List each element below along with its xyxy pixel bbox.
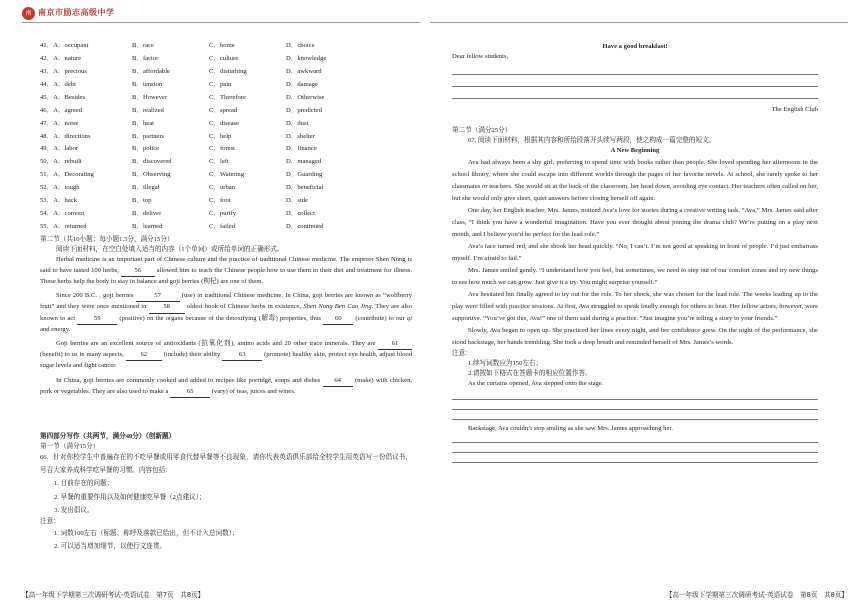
- paragraph: Goji berries are an excellent source of antioxidants (抗氧化剂), amino acids and 20 other trace minerals. They are 61 (benefit) to us in many aspects, 62 (include) their ability 63 (promote) healthy skin, protect eye health, adjust blood sugar levels and fight cancer.: [40, 339, 413, 370]
- answer-line[interactable]: [452, 462, 818, 463]
- story-paragraph: One day, her English teacher, Mrs. James, noticed Ava’s love for stories during a creative writing task. “Ava,” Mrs. James said after class, “I think you have a wonderful imagination. Have you ever thought about joining the drama club? We’re putting on a play next month, and I believe you’d be perfect for the lead role.”: [452, 206, 818, 238]
- option-a[interactable]: 47．A．noise: [40, 119, 79, 127]
- blank-65[interactable]: 65: [170, 387, 210, 398]
- option-b[interactable]: B．heat: [132, 119, 154, 127]
- part-4-writing: [40, 432, 412, 554]
- story-paragraph: Ava had always been a shy girl, preferring to spend time with books rather than people. She loved spending her afternoons in the school library, where she could escape into different worlds through the pages of her favorite novels. At school, she rarely spoke to her classmates or teachers. She would sit at the back of the classroom, her head down, avoiding eye contact. Her teachers often called on her, but she would only give short, quiet answers before closing herself off again.: [452, 158, 818, 202]
- option-c[interactable]: C．left: [209, 158, 229, 166]
- section-heading: 第二节（共10小题；每小题1.5分，满分15分）: [40, 236, 174, 243]
- answer-line[interactable]: [452, 98, 818, 99]
- blank-63[interactable]: 63: [222, 350, 262, 361]
- option-d[interactable]: D．shelter: [286, 132, 315, 140]
- option-b[interactable]: B．tension: [132, 81, 163, 88]
- option-d[interactable]: D．Otherwise: [286, 93, 325, 101]
- option-b[interactable]: B．deliver: [132, 209, 162, 217]
- option-a[interactable]: 53．A．back: [40, 197, 77, 205]
- question-row: [40, 143, 400, 156]
- question-row: [40, 79, 400, 92]
- option-d[interactable]: D．predicted: [286, 106, 322, 114]
- paragraph: Herbal medicine is an important part of Chinese culture and the practice of traditional Chinese medicine. The emperor Shen Nong is said to have tasted 100 herbs, 56 allowed him to teach the Chinese people how to use them in their diet and treatment for illness. These herbs help the body to stay in balance and goji berries (枸杞) are one of them.: [40, 256, 412, 285]
- option-c[interactable]: C．failed: [209, 222, 236, 230]
- option-d[interactable]: D．knowledge: [286, 55, 327, 63]
- option-b[interactable]: B．race: [132, 42, 154, 50]
- option-d[interactable]: D．finance: [286, 145, 317, 153]
- note-item: 1. 词数100左右（标题、称呼及落款已给出，但不计入总词数）；: [54, 530, 239, 538]
- note-list: [40, 527, 412, 553]
- option-d[interactable]: D．damage: [286, 81, 318, 88]
- note-label: 注意：: [452, 349, 472, 357]
- question-row: [40, 220, 400, 233]
- option-a[interactable]: 42．A．nature: [40, 55, 82, 63]
- story-paragraph: Ava’s face turned red, and she shook her head quickly. “No, I can’t. I’m not good at speaking in front of people. I’d just embarrass myself. I’m afraid to fail.”: [452, 242, 818, 262]
- school-name: 南京市励志高级中学: [38, 8, 115, 18]
- requirement-item: 3. 发出倡议。: [54, 506, 94, 514]
- option-c[interactable]: C．home: [209, 42, 235, 50]
- option-a[interactable]: 43．A．precious: [40, 68, 87, 76]
- note-item: 2.请按如下格式在答题卡的相应位置作答。: [468, 370, 592, 378]
- option-c[interactable]: C．foot: [209, 197, 231, 205]
- letter-greeting: Dear fellow students,: [452, 53, 509, 61]
- answer-line[interactable]: [452, 409, 818, 410]
- requirement-list: [40, 477, 412, 517]
- question-row: [40, 117, 400, 130]
- question-row: [40, 156, 400, 169]
- multiple-choice-options: [40, 40, 400, 233]
- school-seal-icon: 南: [22, 7, 35, 20]
- option-d[interactable]: D．side: [286, 197, 308, 205]
- blank-56[interactable]: 56: [121, 266, 155, 277]
- option-a[interactable]: 55．A．returned: [40, 222, 87, 230]
- option-b[interactable]: B．discovered: [132, 158, 172, 166]
- option-a[interactable]: 52．A．tough: [40, 184, 80, 192]
- option-b[interactable]: B．affordable: [132, 68, 170, 76]
- letter-title: Have a good breakfast!: [602, 43, 668, 50]
- option-a[interactable]: 46．A．agreed: [40, 106, 83, 114]
- question-row: [40, 169, 400, 182]
- option-b[interactable]: B．learned: [132, 222, 163, 230]
- school-logo: [22, 7, 115, 20]
- blank-62[interactable]: 62: [126, 350, 162, 361]
- story-paragraph: Ava hesitated but finally agreed to try out for the role. To her shock, she was chosen for the lead role. The weeks leading up to the play were filled with practice sessions. At first, Ava struggled to speak loudly enough for others to hear. Her fellow actors, however, were supportive. “You’ve got this, Ava!” one of them said during a practice. “Just imagine you’re telling a story to your friends.”: [452, 290, 818, 322]
- blank-61[interactable]: 61: [378, 339, 412, 350]
- option-d[interactable]: D．managed: [286, 158, 322, 166]
- option-b[interactable]: B．police: [132, 145, 160, 153]
- option-a[interactable]: 45．A．Besides: [40, 93, 86, 101]
- option-c[interactable]: C．disease: [209, 119, 240, 127]
- question-67: 67. 阅读下面材料，根据其内容和所给段落开头续写两段，使之构成一篇完整的短文。: [468, 137, 716, 145]
- requirement-item: 1. 目前存在的问题；: [54, 480, 114, 488]
- note-item: 1.续写词数应为150左右；: [468, 359, 543, 367]
- paragraph: In China, goji berries are commonly cooked and added to recipes like porridge, soups and dishes 64 (make) with chicken, pork or vegetables. They are also used to make a 65 (vary) of teas, juices and wines.: [40, 376, 412, 398]
- footer-right: 【高一年级下学期第三次调研考试-英语试卷 第8页 共8页】: [665, 590, 848, 599]
- story-paragraph: Mrs. James smiled gently. “I understand how you feel, but sometimes, we need to step out of our comfort zones and try new things to see how much we can grow. Just give it a try. You might surprise yourself.”: [452, 266, 818, 286]
- letter-template: [452, 42, 818, 116]
- question-row: [40, 208, 400, 221]
- option-b[interactable]: B．partners: [132, 132, 165, 140]
- option-b[interactable]: B．However: [132, 93, 168, 101]
- option-b[interactable]: B．illegal: [132, 184, 160, 192]
- question-row: [40, 53, 400, 66]
- option-c[interactable]: C．culture: [209, 55, 239, 63]
- option-c[interactable]: C．Watering: [209, 171, 244, 179]
- option-a[interactable]: 48．A．directions: [40, 132, 91, 140]
- question-row: [40, 66, 400, 79]
- option-c[interactable]: C．forest: [209, 145, 236, 153]
- option-b[interactable]: B．realized: [132, 106, 164, 114]
- note-item: 2. 可以适当增加细节，以使行文连贯。: [54, 543, 167, 551]
- story-paragraph: Slowly, Ava began to open up. She practiced her lines every night, and her confidence grew. On the night of the performance, she stood backstage, her hands trembling. She took a deep breath and reminded herself of Mrs. James’s words.: [452, 326, 818, 346]
- section-2-grammar-fill: [40, 235, 412, 398]
- footer-left: 【高一年级下学期第三次调研考试-英语试卷 第7页 共8页】: [22, 590, 205, 599]
- option-a[interactable]: 44．A．debt: [40, 81, 76, 88]
- option-c[interactable]: C．pain: [209, 81, 232, 88]
- option-b[interactable]: B．Observing: [132, 171, 171, 179]
- question-row: [40, 130, 400, 143]
- question-row: [40, 104, 400, 117]
- option-c[interactable]: C．spread: [209, 106, 238, 114]
- option-d[interactable]: D．awkward: [286, 68, 322, 76]
- option-d[interactable]: D．collect: [286, 209, 315, 217]
- question-66: 66．针对你校学生中普遍存在的不吃早餐或用零食代替早餐等不良现象，请你代表英语俱乐部给全校学生用英语写一份倡议书，号召大家养成科学吃早餐的习惯。内容包括：: [40, 454, 412, 474]
- option-d[interactable]: D．continued: [286, 222, 324, 230]
- option-c[interactable]: C．disturbing: [209, 68, 247, 76]
- option-b[interactable]: B．factor: [132, 55, 159, 63]
- blank-60[interactable]: 60: [323, 314, 353, 325]
- sub-heading: 第一节（满分15分）: [40, 443, 100, 451]
- note-label: 注意：: [40, 518, 60, 526]
- option-a[interactable]: 54．A．convert: [40, 209, 85, 217]
- answer-line[interactable]: [452, 419, 818, 420]
- option-c[interactable]: C．purify: [209, 209, 237, 217]
- option-d[interactable]: D．beneficial: [286, 184, 324, 192]
- option-a[interactable]: 51．A．Decorating: [40, 171, 94, 179]
- option-d[interactable]: D．dust: [286, 119, 309, 127]
- option-b[interactable]: B．top: [132, 197, 152, 205]
- option-d[interactable]: D．choice: [286, 42, 315, 50]
- answer-line[interactable]: [452, 442, 818, 443]
- question-row: [40, 195, 400, 208]
- part-heading: 第四部分写作（共两节，满分40分）（创新题）: [40, 433, 176, 440]
- option-a[interactable]: 49．A．labor: [40, 145, 79, 153]
- answer-line[interactable]: [452, 399, 818, 400]
- answer-line[interactable]: [452, 452, 818, 453]
- paragraph: Since 200 B.C. , goji berries 57 (use) in traditional Chinese medicine. In China, goji berries are known as “wolfberry fruit” and they were once mentioned in 58 oldest book of Chinese herbs in existence, Shen Nong Ben Cao Jing. They are also known to act 59 (positive) on the organs because of the detoxifying (解毒) properties, thus 60 (contribute) to our qi and energy.: [40, 292, 413, 333]
- question-row: [40, 182, 400, 195]
- continuation-writing: [452, 126, 818, 463]
- header-rule: [22, 22, 420, 23]
- story-title: A New Beginning: [610, 147, 660, 155]
- instructions: 阅读下面材料，在空白处填入适当的内容（1个单词）或所给单词的正确形式。: [56, 246, 284, 254]
- blank-58[interactable]: 58: [149, 302, 185, 313]
- option-a[interactable]: 41．A．occupant: [40, 42, 89, 50]
- option-c[interactable]: C．urban: [209, 184, 236, 192]
- question-row: [40, 40, 400, 53]
- question-row: [40, 92, 400, 105]
- paragraph-start-2: Backstage, Ava couldn’t stop smiling as she saw Mrs. James approaching her.: [468, 424, 673, 432]
- option-a[interactable]: 50．A．rebuilt: [40, 158, 82, 166]
- requirement-item: 2. 早餐的重要作用以及如何健康吃早餐（2点建议）；: [54, 493, 206, 501]
- blank-59[interactable]: 59: [77, 314, 117, 325]
- answer-line[interactable]: [452, 86, 818, 87]
- option-c[interactable]: C．help: [209, 132, 232, 140]
- option-d[interactable]: D．Guarding: [286, 171, 323, 179]
- answer-line[interactable]: [452, 74, 818, 75]
- sub-heading: 第二节（满分25分）: [452, 127, 512, 134]
- blank-57[interactable]: 57: [136, 291, 180, 302]
- blank-64[interactable]: 64: [323, 376, 353, 387]
- option-c[interactable]: C．Therefore: [209, 93, 246, 101]
- letter-signature: The English Club: [771, 106, 818, 114]
- header-rule: [430, 22, 848, 23]
- paragraph-start-1: As the curtains opened, Ava stepped onto the stage.: [468, 380, 604, 388]
